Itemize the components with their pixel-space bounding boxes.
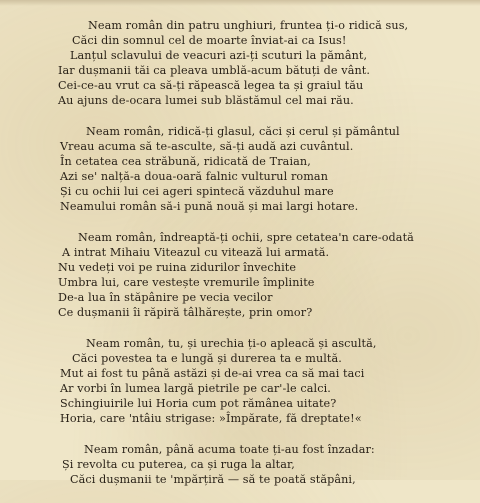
poem-line: În cetatea cea străbună, ridicată de Traian,	[60, 155, 311, 168]
poem-line: Lanțul sclavului de veacuri azi-ți scuturi la pământ,	[70, 49, 368, 62]
stanza-5	[0, 442, 480, 487]
poem-line: Iar dușmanii tăi ca pleava umblă-acum bătuți de vânt.	[58, 64, 371, 77]
poem-line: Schingiuirile lui Horia cum pot rămânea uitate?	[60, 397, 337, 410]
poem-line: Neam român din patru unghiuri, fruntea ți-o ridică sus,	[88, 19, 409, 32]
poem-line: Neam român, până acuma toate ți-au fost înzadar:	[84, 443, 375, 456]
poem-line: Nu vedeți voi pe ruina zidurilor învechite	[58, 261, 297, 274]
poem-line: Mut ai fost tu până astăzi și de-ai vrea ca să mai taci	[60, 367, 365, 380]
poem-line: Neamului român să-i pună nouă și mai largi hotare.	[60, 200, 359, 213]
poem-line: Neam român, ridică-ți glasul, căci și cerul și pământul	[86, 125, 400, 138]
stanza-2	[0, 124, 480, 214]
poem-line: Căci povestea ta e lungă și durerea ta e multă.	[72, 352, 342, 365]
poem-line: Căci dușmanii te 'mpărțiră — să te poată stăpâni,	[70, 473, 356, 486]
poem-line: Și revolta cu puterea, ca și ruga la altar,	[62, 458, 295, 471]
stanza-3	[0, 230, 480, 320]
poem-line: De-a lua în stăpânire pe vecia vecilor	[58, 291, 273, 304]
poem-line: Neam român, tu, și urechia ți-o apleacă și ascultă,	[86, 337, 377, 350]
poem-line: Ar vorbi în lumea largă pietrile pe car'-le calci.	[60, 382, 331, 395]
poem-line: Umbra lui, care vestește vremurile împlinite	[58, 276, 315, 289]
page-top-edge	[0, 0, 480, 6]
poem-line: Horia, care 'ntâiu strigase: »Împărate, fă dreptate!«	[60, 412, 362, 425]
poem-line: Ce dușmanii îi răpiră tâlhărește, prin omor?	[58, 306, 313, 319]
poem-line: Și cu ochii lui cei ageri spintecă văzduhul mare	[60, 185, 334, 198]
poem-line: Azi se' nalță-a doua-oară falnic vulturul roman	[60, 170, 329, 183]
poem-line: Neam român, îndreaptă-ți ochii, spre cetatea'n care-odată	[78, 231, 414, 244]
poem-line: Căci din somnul cel de moarte înviat-ai ca Isus!	[72, 34, 347, 47]
poem-body	[0, 18, 480, 503]
poem-line: Au ajuns de-ocara lumei sub blăstămul cel mai rău.	[58, 94, 354, 107]
poem-line: Vreau acuma să te-asculte, să-ți audă azi cuvântul.	[60, 140, 354, 153]
stanza-4	[0, 336, 480, 426]
poem-line: A intrat Mihaiu Viteazul cu vitează lui armată.	[62, 246, 330, 259]
stanza-1	[0, 18, 480, 108]
poem-line: Cei-ce-au vrut ca să-ți răpească legea ta și graiul tău	[58, 79, 364, 92]
